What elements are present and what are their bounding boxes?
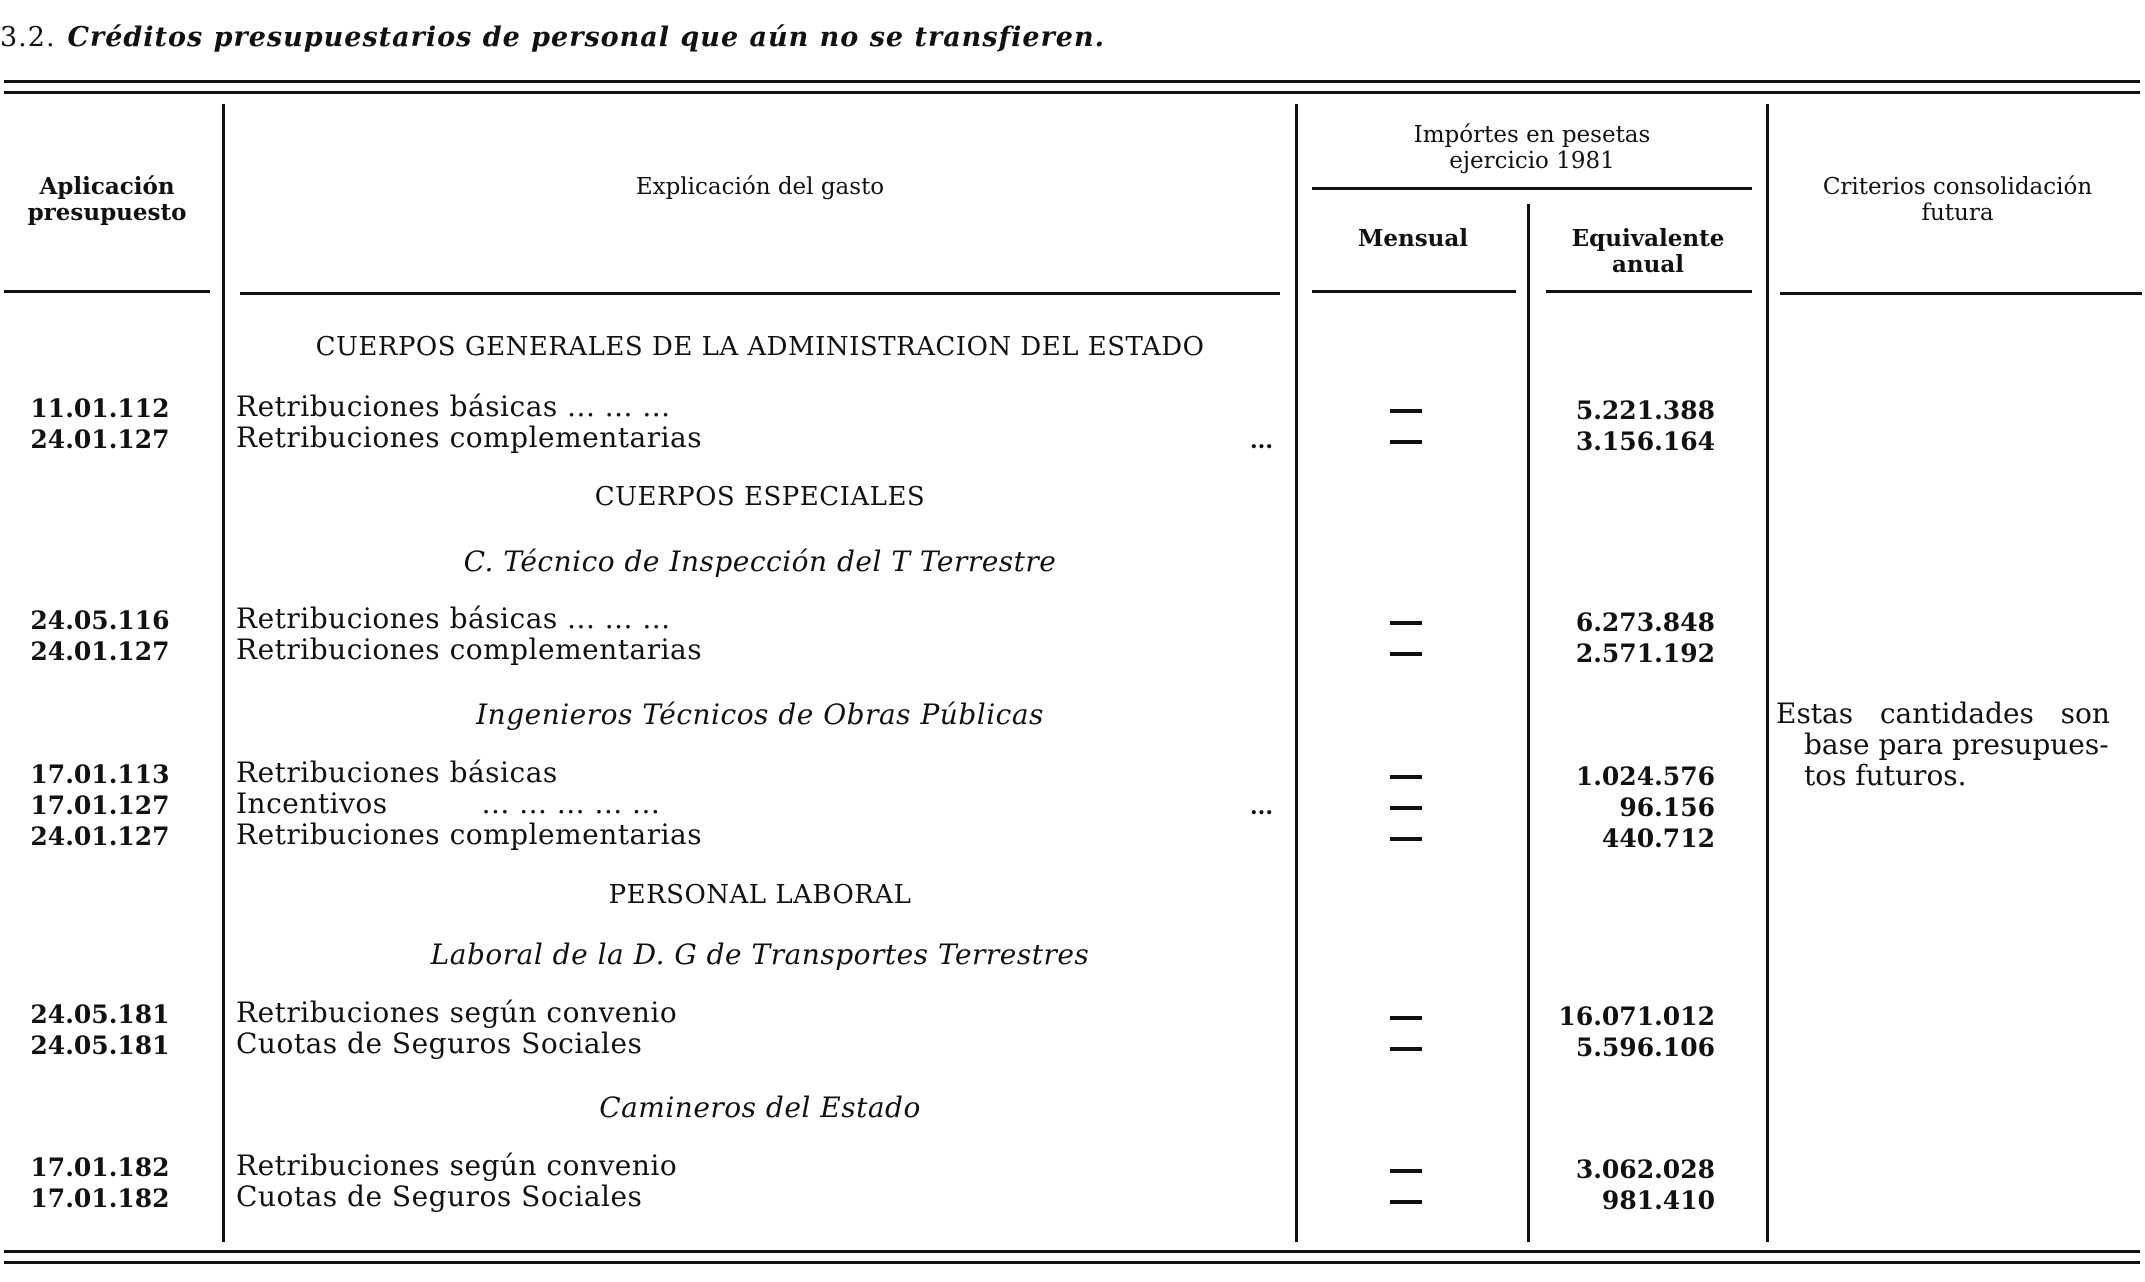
subsection-heading: C. Técnico de Inspección del T Terrestre xyxy=(463,545,1057,578)
header-criterios xyxy=(1770,174,2145,226)
row-code: 17.01.182 xyxy=(30,1184,170,1213)
row-amount-anual: 981.410 xyxy=(1601,1186,1715,1215)
mensual-dash xyxy=(1390,837,1422,841)
mensual-dash xyxy=(1390,775,1422,779)
mensual-dash xyxy=(1390,1200,1422,1204)
row-description: Retribuciones complementarias xyxy=(236,633,703,666)
hdr-rule-aplicacion xyxy=(4,290,210,293)
mensual-dash xyxy=(1390,621,1422,625)
row-amount-anual: 2.571.192 xyxy=(1575,639,1715,668)
row-description: Cuotas de Seguros Sociales xyxy=(236,1180,643,1213)
row-code: 24.01.127 xyxy=(30,425,170,454)
header-aplicacion xyxy=(0,174,214,226)
top-rule-1 xyxy=(4,80,2140,83)
subsection-heading: Laboral de la D. G de Transportes Terrestres xyxy=(430,938,1090,971)
criterios-note-line1: Estas cantidades son xyxy=(1776,697,2110,730)
row-description: Retribuciones complementarias xyxy=(236,421,703,454)
subsection-heading: Ingenieros Técnicos de Obras Públicas xyxy=(476,698,1044,731)
title-text: Créditos presupuestarios de personal que aún no se transfieren. xyxy=(67,22,1105,53)
header-aplicacion-line1: Aplicación xyxy=(39,173,175,200)
mensual-dash xyxy=(1390,1016,1422,1020)
row-code: 17.01.127 xyxy=(30,791,170,820)
header-equivalente-line2: anual xyxy=(1612,251,1684,278)
row-code: 24.05.116 xyxy=(30,606,170,635)
mensual-dash xyxy=(1390,1047,1422,1051)
col-divider-2 xyxy=(1295,104,1298,1242)
row-amount-anual: 96.156 xyxy=(1619,793,1715,822)
header-equivalente xyxy=(1530,226,1766,278)
section-number: 3.2. xyxy=(0,22,56,53)
hdr-rule-criterios xyxy=(1780,292,2142,295)
header-criterios-line2: futura xyxy=(1921,200,1994,226)
hdr-rule-explicacion xyxy=(240,292,1280,295)
row-amount-anual: 1.024.576 xyxy=(1575,762,1715,791)
header-aplicacion-line2: presupuesto xyxy=(27,199,187,226)
header-explicacion: Explicación del gasto xyxy=(635,174,885,200)
row-description: Cuotas de Seguros Sociales xyxy=(236,1027,643,1060)
col-divider-4 xyxy=(1766,104,1769,1242)
row-description: Retribuciones básicas ... ... ... xyxy=(236,602,671,635)
bottom-rule-2 xyxy=(4,1261,2140,1264)
header-importes xyxy=(1300,122,1764,174)
top-rule-2 xyxy=(4,91,2140,94)
row-description: Incentivos ... ... ... ... ... xyxy=(236,787,661,820)
hdr-rule-mensual xyxy=(1312,290,1516,293)
mensual-dash xyxy=(1390,1169,1422,1173)
row-description: Retribuciones básicas ... ... ... xyxy=(236,390,671,423)
row-amount-anual: 6.273.848 xyxy=(1575,608,1715,637)
row-description: Retribuciones complementarias xyxy=(236,818,703,851)
row-code: 24.05.181 xyxy=(30,1031,170,1060)
row-code: 24.01.127 xyxy=(30,637,170,666)
row-code: 24.01.127 xyxy=(30,822,170,851)
criterios-note-line3: tos futuros. xyxy=(1804,759,1967,792)
leader-dots: ... xyxy=(1250,794,1273,820)
mensual-dash xyxy=(1390,652,1422,656)
row-description: Retribuciones básicas xyxy=(236,756,558,789)
col-divider-3 xyxy=(1527,204,1530,1242)
hdr-rule-importes xyxy=(1312,187,1752,190)
row-amount-anual: 440.712 xyxy=(1601,824,1715,853)
header-mensual: Mensual xyxy=(1357,225,1469,252)
row-code: 17.01.113 xyxy=(30,760,170,789)
header-importes-line1: Impórtes en pesetas xyxy=(1413,122,1651,148)
row-description: Retribuciones según convenio xyxy=(236,996,678,1029)
row-amount-anual: 16.071.012 xyxy=(1558,1002,1715,1031)
hdr-rule-equivalente xyxy=(1546,290,1752,293)
criterios-note-line2: base para presupues- xyxy=(1804,728,2109,761)
mensual-dash xyxy=(1390,409,1422,413)
row-code: 17.01.182 xyxy=(30,1153,170,1182)
row-amount-anual: 5.221.388 xyxy=(1575,396,1715,425)
row-code: 11.01.112 xyxy=(30,394,170,423)
section-heading: CUERPOS ESPECIALES xyxy=(594,482,926,512)
row-code: 24.05.181 xyxy=(30,1000,170,1029)
section-title xyxy=(0,22,1105,53)
section-heading: PERSONAL LABORAL xyxy=(608,880,912,910)
row-amount-anual: 3.062.028 xyxy=(1575,1155,1715,1184)
col-divider-1 xyxy=(222,104,225,1242)
subsection-heading: Camineros del Estado xyxy=(599,1091,921,1124)
header-importes-line2: ejercicio 1981 xyxy=(1449,148,1615,174)
row-amount-anual: 5.596.106 xyxy=(1575,1033,1715,1062)
header-criterios-line1: Criterios consolidación xyxy=(1822,174,2093,200)
bottom-rule-1 xyxy=(4,1250,2140,1253)
row-description: Retribuciones según convenio xyxy=(236,1149,678,1182)
section-heading: CUERPOS GENERALES DE LA ADMINISTRACION DEL ESTADO xyxy=(315,332,1205,362)
header-equivalente-line1: Equivalente xyxy=(1571,225,1725,252)
mensual-dash xyxy=(1390,806,1422,810)
row-amount-anual: 3.156.164 xyxy=(1575,427,1715,456)
criterios-note xyxy=(1776,698,2141,791)
mensual-dash xyxy=(1390,440,1422,444)
leader-dots: ... xyxy=(1250,428,1273,454)
